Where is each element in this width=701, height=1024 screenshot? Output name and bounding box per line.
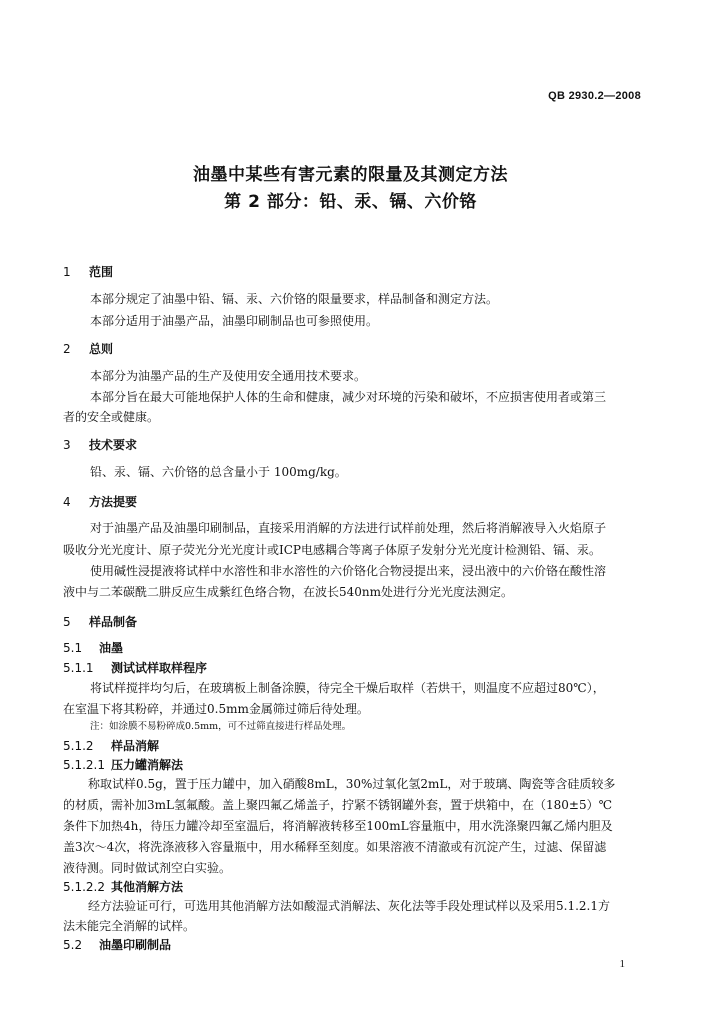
section-title: 范围: [89, 265, 114, 279]
paragraph-continuation: 的材质，需补加3mL氢氟酸。盖上聚四氟乙烯盖子，拧紧不锈钢罐外套，置于烘箱中，在（180±5）℃: [63, 798, 613, 812]
section-title: 样品制备: [89, 615, 138, 629]
section-number: 5.1.2.1: [63, 758, 105, 772]
section-2-heading: [63, 341, 113, 357]
paragraph-continuation: 条件下加热4h，待压力罐冷却至室温后，将消解液转移至100mL容量瓶中，用水洗涤聚四氟乙烯内胆及: [63, 819, 613, 833]
section-5-1-heading: [63, 640, 123, 656]
page-number: 1: [619, 958, 625, 970]
paragraph-continuation: 法未能完全消解的试样。: [63, 919, 196, 933]
document-subtitle: 第 2 部分：铅、汞、镉、六价铬: [224, 192, 477, 212]
paragraph: 将试样搅拌均匀后，在玻璃板上制备涂膜，待完全干燥后取样（若烘干，则温度不应超过80℃），: [90, 681, 605, 695]
section-5-2-heading: [63, 937, 171, 953]
paragraph: 铅、汞、镉、六价铬的总含量小于 100mg/kg。: [90, 465, 347, 479]
section-5-1-2-2-heading: [63, 879, 183, 895]
section-title: 测试试样取样程序: [111, 661, 208, 675]
paragraph: 经方法验证可行，可选用其他消解方法如酸湿式消解法、灰化法等手段处理试样以及采用5.1.2.1方: [88, 899, 610, 913]
paragraph: 对于油墨产品及油墨印刷制品，直接采用消解的方法进行试样前处理，然后将消解液导入火焰原子: [90, 521, 607, 535]
paragraph-continuation: 液待测。同时做试剂空白实验。: [63, 861, 232, 875]
section-title: 压力罐消解法: [111, 758, 184, 772]
section-1-heading: [63, 264, 113, 280]
section-title: 油墨: [99, 641, 124, 655]
section-5-heading: [63, 614, 137, 630]
paragraph-continuation: 吸收分光光度计、原子荧光分光光度计或ICP电感耦合等离子体原子发射分光光度计检测铅、镉、汞。: [63, 543, 601, 557]
section-number: 4: [63, 495, 71, 509]
paragraph-continuation: 在室温下将其粉碎，并通过0.5mm金属筛过筛后待处理。: [63, 702, 369, 716]
section-5-1-2-heading: [63, 738, 159, 754]
paragraph: 使用碱性浸提液将试样中水溶性和非水溶性的六价铬化合物浸提出来，浸出液中的六价铬在酸性溶: [90, 564, 607, 578]
section-number: 2: [63, 342, 71, 356]
section-title: 油墨印刷制品: [99, 938, 172, 952]
section-title: 方法提要: [89, 495, 138, 509]
section-3-heading: [63, 437, 137, 453]
section-title: 总则: [89, 342, 114, 356]
section-number: 5.1: [63, 641, 83, 655]
section-5-1-1-heading: [63, 660, 207, 676]
section-title: 技术要求: [89, 438, 138, 452]
paragraph-continuation: 者的安全或健康。: [63, 410, 160, 424]
section-number: 1: [63, 265, 71, 279]
section-title: 其他消解方法: [111, 880, 184, 894]
paragraph: 本部分旨在最大可能地保护人体的生命和健康，减少对环境的污染和破坏，不应损害使用者或第三: [90, 390, 607, 404]
section-number: 5: [63, 615, 71, 629]
section-number: 5.1.1: [63, 661, 94, 675]
section-number: 3: [63, 438, 71, 452]
paragraph: 称取试样0.5g，置于压力罐中，加入硝酸8mL，30%过氧化氢2mL，对于玻璃、陶瓷等含硅质较多: [88, 777, 616, 791]
document-title: 油墨中某些有害元素的限量及其测定方法: [193, 165, 508, 185]
paragraph: 本部分适用于油墨产品，油墨印刷制品也可参照使用。: [90, 314, 379, 328]
paragraph-continuation: 液中与二苯碳酰二肼反应生成紫红色络合物，在波长540nm处进行分光光度法测定。: [63, 585, 514, 599]
section-number: 5.1.2: [63, 739, 94, 753]
section-5-1-2-1-heading: [63, 757, 183, 773]
standard-code: QB 2930.2—2008: [548, 90, 641, 102]
section-number: 5.2: [63, 938, 83, 952]
section-4-heading: [63, 494, 137, 510]
note: 注：如涂膜不易粉碎成0.5mm，可不过筛直接进行样品处理。: [90, 721, 352, 732]
section-title: 样品消解: [111, 739, 160, 753]
paragraph: 本部分为油墨产品的生产及使用安全通用技术要求。: [90, 369, 367, 383]
paragraph-continuation: 盖3次～4次，将洗涤液移入容量瓶中，用水稀释至刻度。如果溶液不清澈或有沉淀产生，过滤、保留滤: [63, 840, 607, 854]
section-number: 5.1.2.2: [63, 880, 105, 894]
paragraph: 本部分规定了油墨中铅、镉、汞、六价铬的限量要求，样品制备和测定方法。: [90, 292, 499, 306]
